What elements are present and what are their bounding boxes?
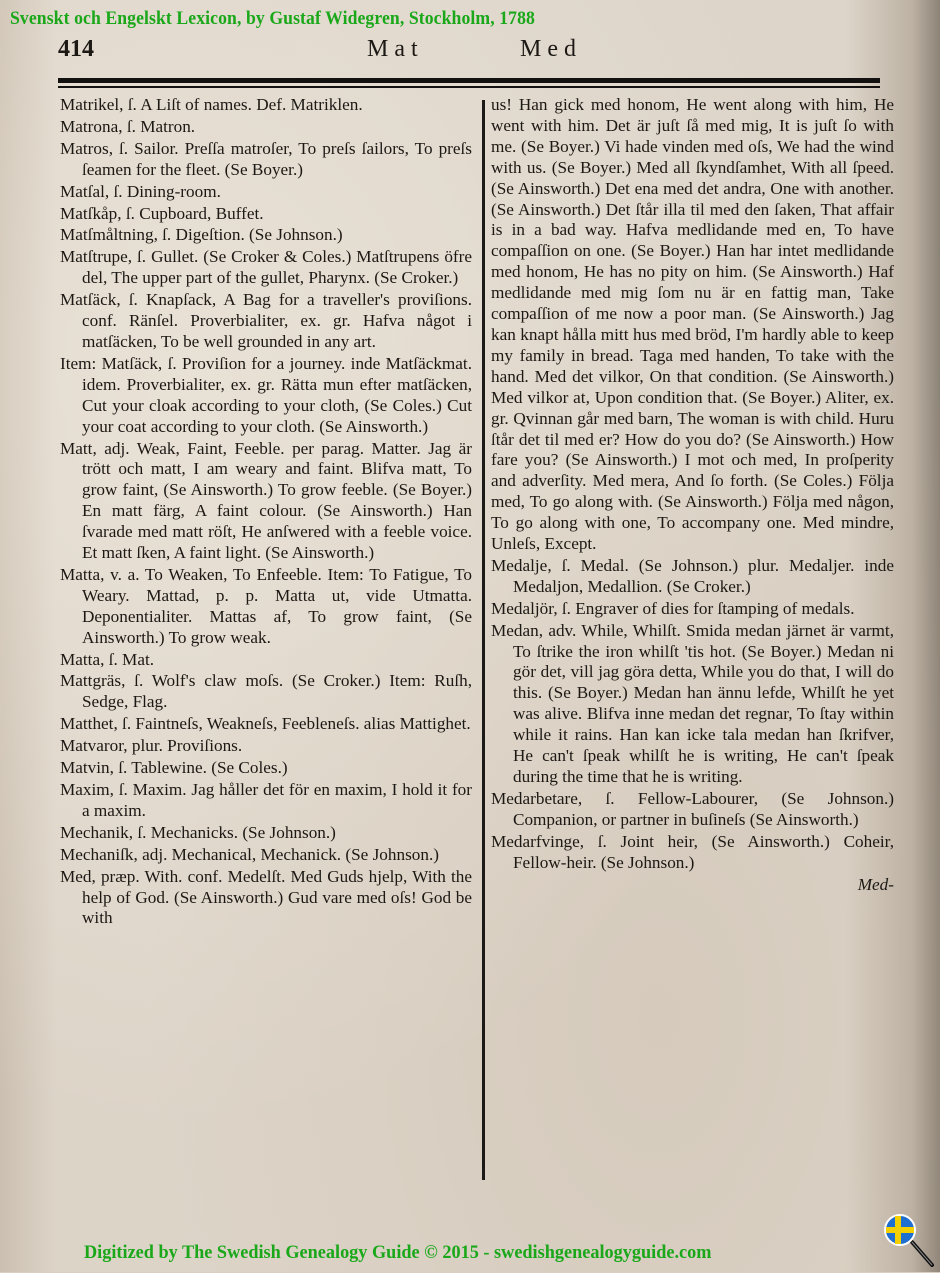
dictionary-entry: Medarbetare, ſ. Fellow-Labourer, (Se Johnson.) Companion, or partner in buſineſs (Se Ainsworth.) <box>491 788 894 829</box>
dictionary-entry: Medan, adv. While, Whilſt. Smida medan järnet är varmt, To ſtrike the iron whilſt 'tis hot. (Se Boyer.) Medan ni gör det, vill jag göra detta, While you do that, I will do this. (Se Boyer.) Medan han ännu lefde, Whilſt he yet was alive. Blifva inne medan det regnar, To ſtay within while it rains. Han kan icke tala medan han ſkrifver, He can't ſpeak whilſt he is writing, He can't ſpeak during the time that he is writing. <box>491 620 894 786</box>
dictionary-entry: Matſtrupe, ſ. Gullet. (Se Croker & Coles.) Matſtrupens öfre del, The upper part of the gullet, Pharynx. (Se Croker.) <box>60 247 472 288</box>
dictionary-entry: Matſal, ſ. Dining-room. <box>60 181 221 201</box>
rule-thin <box>58 86 880 88</box>
dictionary-entry: Matſmåltning, ſ. Digeſtion. (Se Johnson.) <box>60 225 343 245</box>
running-head <box>0 36 940 70</box>
dictionary-entry: Matrona, ſ. Matron. <box>60 116 196 136</box>
dictionary-entry: Matvaror, plur. Proviſions. <box>60 736 243 756</box>
dictionary-entry: Matta, ſ. Mat. <box>60 649 155 669</box>
dictionary-entry: Medalje, ſ. Medal. (Se Johnson.) plur. Medaljer. inde Medaljon, Medallion. (Se Croker.) <box>491 555 894 596</box>
guide-word-left: Mat <box>367 36 424 62</box>
rule-thick <box>58 78 880 83</box>
catchword: Med- <box>857 874 894 894</box>
digitization-credit: Digitized by The Swedish Genealogy Guide © 2015 - swedishgenealogyguide.com <box>84 1242 712 1263</box>
dictionary-entry: Matſäck, ſ. Knapſack, A Bag for a traveller's proviſions. conf. Ränſel. Proverbialiter, ex. gr. Hafva något i matſäcken, To be well grounded in any art. <box>60 290 472 351</box>
dictionary-entry: Item: Matſäck, ſ. Proviſion for a journey. inde Matſäckmat. idem. Proverbialiter, ex. gr. Rätta mun efter matſäcken, Cut your cloak according to your cloth, (Se Coles.) Cut your coat according to your cloth. (Se Ainsworth.) <box>60 353 472 436</box>
dictionary-entry: Matrikel, ſ. A Liſt of names. Def. Matriklen. <box>60 95 363 114</box>
guide-word-right: Med <box>520 36 582 62</box>
dictionary-entry: Matvin, ſ. Tablewine. (Se Coles.) <box>60 758 288 778</box>
dictionary-entry: Mattgräs, ſ. Wolf's claw moſs. (Se Croker.) Item: Ruſh, Sedge, Flag. <box>60 671 472 712</box>
dictionary-entry: Maxim, ſ. Maxim. Jag håller det för en maxim, I hold it for a maxim. <box>60 780 472 820</box>
dictionary-entry: Medarfvinge, ſ. Joint heir, (Se Ainsworth.) Coheir, Fellow-heir. (Se Johnson.) <box>491 831 894 872</box>
dictionary-entry: Medaljör, ſ. Engraver of dies for ſtamping of medals. <box>491 598 855 618</box>
dictionary-entry: Matros, ſ. Sailor. Preſſa matroſer, To preſs ſailors, To preſs ſeamen for the fleet. (Se Boyer.) <box>60 138 472 179</box>
dictionary-entry: Matthet, ſ. Faintneſs, Weakneſs, Feebleneſs. alias Mattighet. <box>60 714 471 734</box>
swedish-flag-magnifier-icon[interactable] <box>882 1212 936 1268</box>
right-column <box>491 95 894 895</box>
left-column <box>60 95 472 930</box>
dictionary-entry: Matt, adj. Weak, Faint, Feeble. per parag. Matter. Jag är trött och matt, I am weary and faint. Blifva matt, To grow faint, (Se Ainsworth.) To grow feeble. (Se Boyer.) En matt färg, A faint colour. (Se Ainsworth.) Han ſvarade med matt röſt, He anſwered with a feeble voice. Et matt ſken, A faint light. (Se Ainsworth.) <box>60 438 472 563</box>
dictionary-entry: Mechanik, ſ. Mechanicks. (Se Johnson.) <box>60 822 336 842</box>
page-number: 414 <box>58 36 94 62</box>
column-divider <box>482 100 485 1180</box>
header-double-rule <box>58 78 880 88</box>
source-banner: Svenskt och Engelskt Lexicon, by Gustaf Widegren, Stockholm, 1788 <box>10 8 535 29</box>
dictionary-entry: Matſkåp, ſ. Cupboard, Buffet. <box>60 203 264 223</box>
dictionary-entry-continued: us! Han gick med honom, He went along with him, He went with him. Det är juſt ſå med mig, It is juſt ſo with me. (Se Boyer.) Vi hade vinden med oſs, We had the wind with us. (Se Boyer.) Med all ſkyndſamhet, With all ſpeed. (Se Ainsworth.) Det ena med det andra, One with another. (Se Ainsworth.) Det ſtår illa til med den ſaken, That affair is in a bad way. Hafva medlidande med en, To have compaſſion on one. (Se Boyer.) Han har intet medlidande med honom, He has no pity on him. (Se Ainsworth.) Haf medlidande med mig ſom nu är en fattig man, Take compaſſion of me now a poor man. (Se Ainsworth.) Jag kan knapt hålla mitt hus med bröd, I'm hardly able to keep my family in bread. Taga med handen, To take with the hand. Med det vilkor, On that condition. (Se Ainsworth.) Med vilkor at, Upon condition that. (Se Boyer.) Aliter, ex. gr. Qvinnan går med barn, The woman is with child. Huru ſtår det til med er? How do you do? (Se Ainsworth.) How fare you? (Se Ainsworth.) I mot och med, In proſperity and adverſity. Med mera, And ſo forth. (Se Coles.) Följa med, To go along with. (Se Ainsworth.) Följa med någon, To go along with one, To accompany one. Med mindre, Unleſs, Except. <box>491 95 894 554</box>
dictionary-entry: Med, præp. With. conf. Medelſt. Med Guds hjelp, With the help of God. (Se Ainsworth.) Gud vare med oſs! God be with <box>60 866 472 928</box>
dictionary-entry: Matta, v. a. To Weaken, To Enfeeble. Item: To Fatigue, To Weary. Mattad, p. p. Matta ut, vide Utmatta. Deponentialiter. Mattas af, To grow faint, (Se Ainsworth.) To grow weak. <box>60 564 472 647</box>
dictionary-entry: Mechaniſk, adj. Mechanical, Mechanick. (Se Johnson.) <box>60 844 439 864</box>
